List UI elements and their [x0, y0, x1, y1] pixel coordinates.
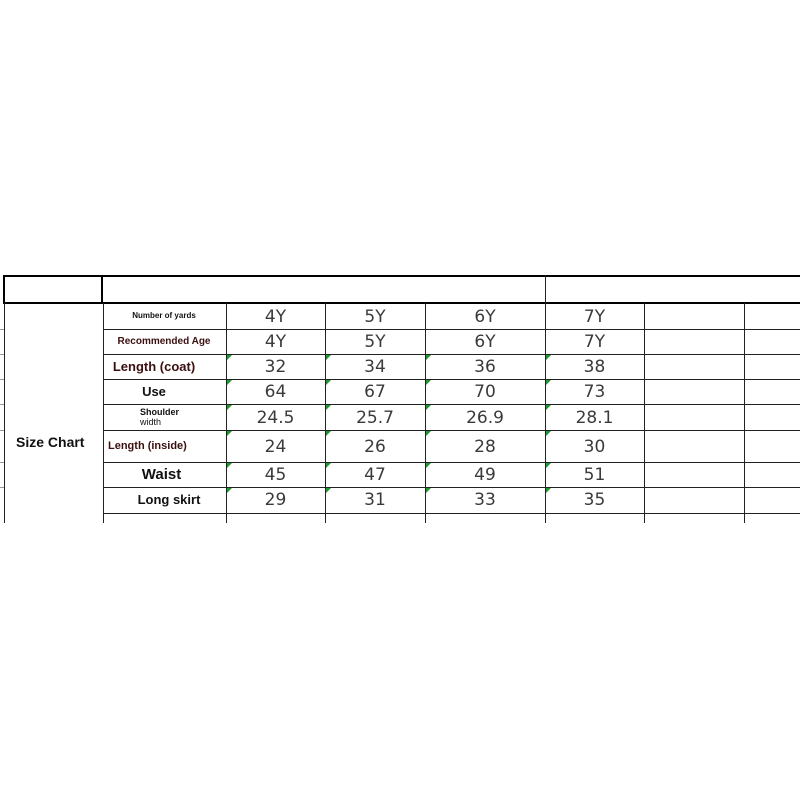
grid-line	[0, 354, 4, 355]
cell-age-6y: 6Y	[474, 332, 496, 352]
grid-line	[103, 513, 800, 514]
cell-length-coat-6y: 36	[474, 357, 496, 377]
cell-use-4y: 64	[264, 382, 287, 402]
cell-use-5y: 67	[364, 382, 386, 402]
cell-marker	[426, 463, 431, 468]
cell-length-inside-5y: 26	[364, 436, 386, 457]
cell-marker	[227, 405, 232, 410]
cell-marker	[546, 463, 551, 468]
grid-line	[545, 275, 546, 303]
row-label-use: Use	[142, 384, 166, 400]
cell-marker	[227, 355, 232, 360]
cell-marker	[426, 380, 431, 385]
cell-long-skirt-6y: 33	[474, 490, 496, 510]
cell-waist-5y: 47	[364, 465, 386, 485]
cell-shoulder-4y: 24.5	[256, 407, 295, 428]
row-label-long-skirt: Long skirt	[137, 492, 201, 508]
cell-marker	[326, 463, 331, 468]
cell-yards-6y: 6Y	[474, 306, 496, 327]
cell-length-inside-4y: 24	[264, 436, 287, 457]
cell-marker	[326, 431, 331, 436]
row-label-length-coat: Length (coat)	[112, 359, 196, 375]
row-label-waist: Waist	[141, 466, 182, 484]
cell-age-7y: 7Y	[583, 332, 606, 352]
cell-waist-4y: 45	[264, 465, 287, 485]
cell-marker	[227, 431, 232, 436]
row-label-length-inside: Length (inside)	[108, 439, 187, 452]
cell-yards-7y: 7Y	[583, 306, 606, 327]
cell-marker	[426, 405, 431, 410]
cell-use-6y: 70	[474, 382, 496, 402]
cell-yards-5y: 5Y	[364, 306, 386, 327]
grid-line	[744, 303, 745, 523]
cell-long-skirt-5y: 31	[364, 490, 386, 510]
grid-line	[0, 329, 4, 330]
cell-marker	[546, 431, 551, 436]
cell-use-7y: 73	[583, 382, 606, 402]
cell-age-5y: 5Y	[364, 332, 386, 352]
cell-length-coat-5y: 34	[364, 357, 386, 377]
grid-line	[0, 430, 4, 431]
grid-line	[0, 404, 4, 405]
cell-marker	[426, 488, 431, 493]
cell-long-skirt-4y: 29	[264, 490, 287, 510]
cell-marker	[326, 355, 331, 360]
cell-marker	[227, 463, 232, 468]
grid-line	[0, 379, 4, 380]
cell-marker	[546, 405, 551, 410]
row-label-shoulder-width: Shoulder width	[140, 407, 180, 427]
grid-line	[0, 462, 4, 463]
row-label-number-of-yards: Number of yards	[132, 311, 196, 321]
row-label-recommended-age: Recommended Age	[117, 335, 211, 347]
cell-length-inside-7y: 30	[583, 436, 606, 457]
cell-marker	[326, 488, 331, 493]
cell-waist-7y: 51	[583, 465, 606, 485]
cell-length-coat-4y: 32	[264, 357, 287, 377]
grid-line	[3, 275, 800, 277]
cell-marker	[546, 380, 551, 385]
cell-marker	[426, 431, 431, 436]
grid-line	[4, 303, 5, 523]
cell-marker	[546, 488, 551, 493]
grid-line	[644, 303, 645, 523]
cell-shoulder-7y: 28.1	[575, 407, 614, 428]
cell-length-coat-7y: 38	[583, 357, 606, 377]
cell-age-4y: 4Y	[264, 332, 287, 352]
cell-marker	[326, 380, 331, 385]
cell-waist-6y: 49	[474, 465, 496, 485]
cell-yards-4y: 4Y	[264, 306, 287, 327]
cell-marker	[227, 380, 232, 385]
cell-shoulder-6y: 26.9	[466, 407, 504, 428]
cell-marker	[546, 355, 551, 360]
cell-marker	[326, 405, 331, 410]
size-chart-title: Size Chart	[16, 434, 85, 450]
cell-shoulder-5y: 25.7	[356, 407, 394, 428]
cell-marker	[227, 488, 232, 493]
grid-line	[3, 275, 5, 303]
cell-length-inside-6y: 28	[474, 436, 496, 457]
cell-marker	[426, 355, 431, 360]
grid-line	[0, 487, 4, 488]
grid-line	[101, 275, 103, 303]
cell-long-skirt-7y: 35	[583, 490, 606, 510]
